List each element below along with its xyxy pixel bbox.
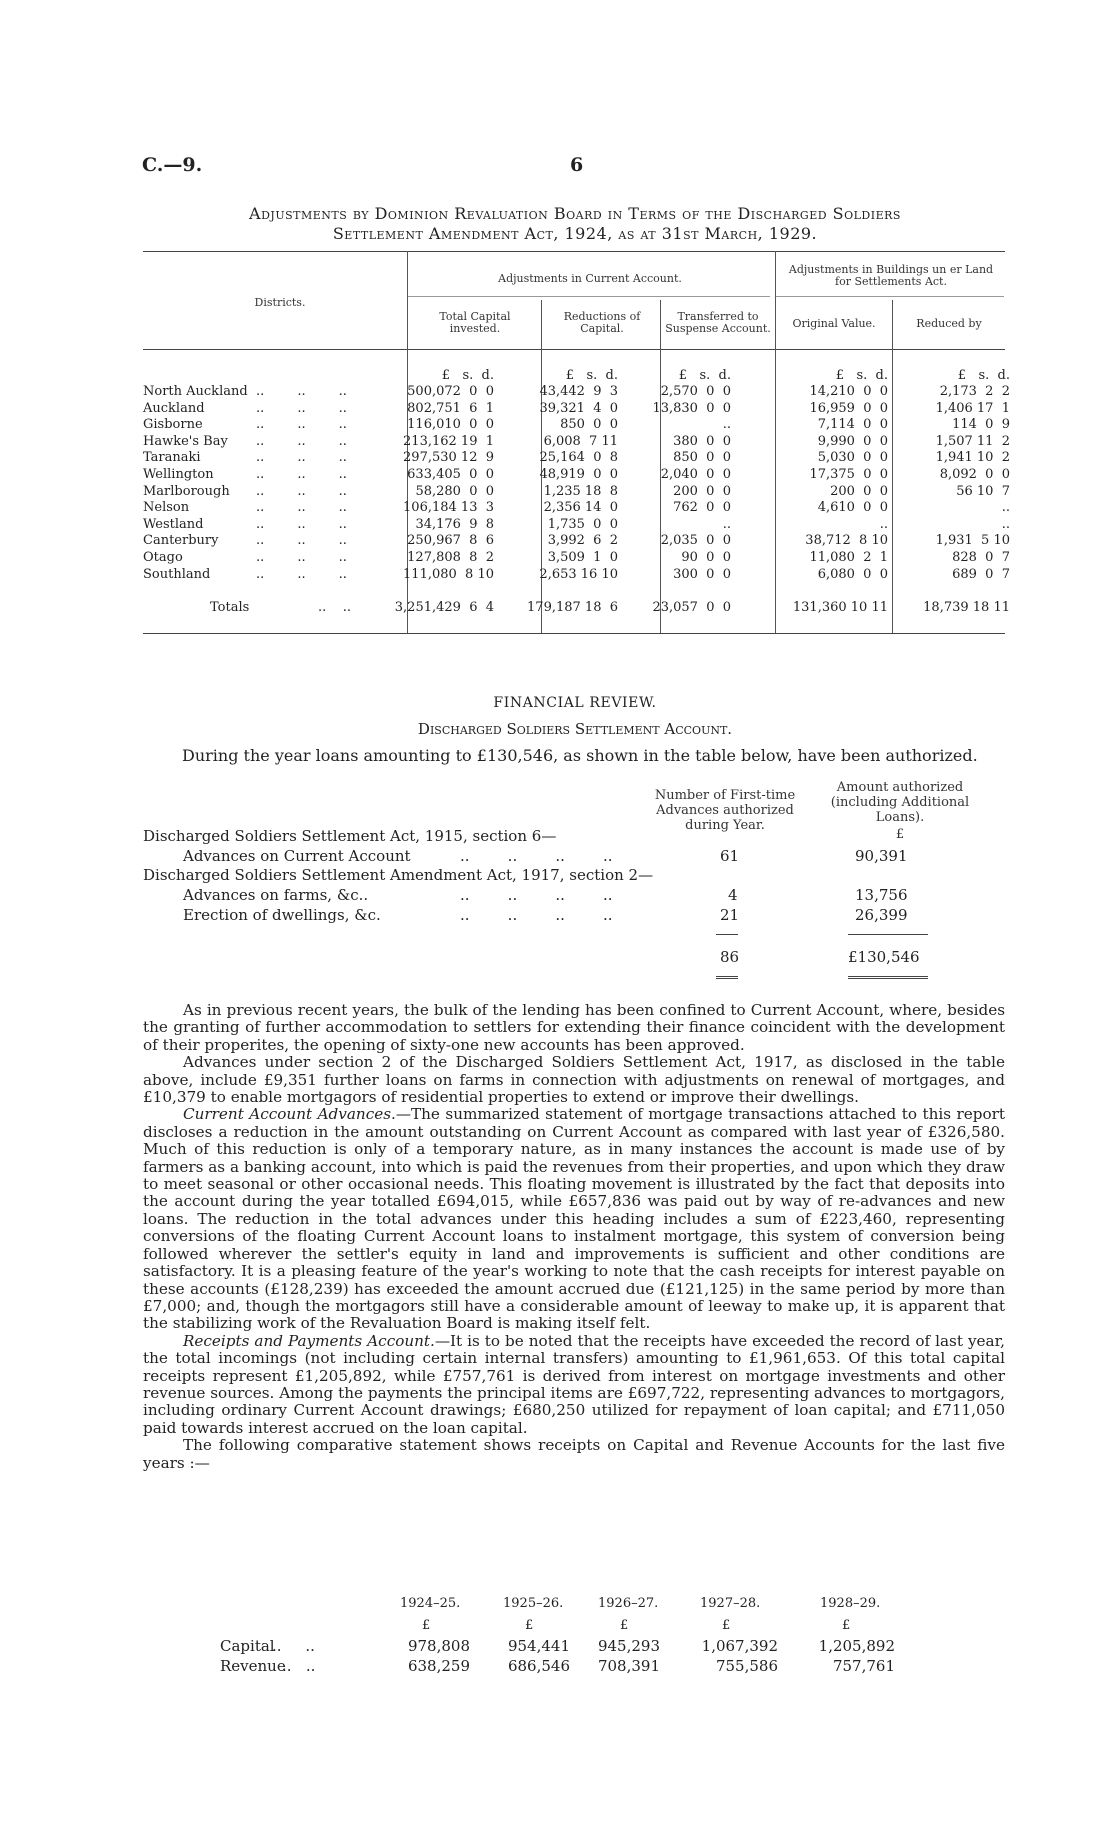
group-header-current: Adjustments in Current Account. — [498, 272, 682, 285]
leader-dots: .. .. .. .. — [460, 906, 613, 924]
comparative-value: 638,259 — [407, 1657, 470, 1675]
cell-reduced: 689 0 7 — [952, 566, 1010, 582]
leader-dots: .. .. .. — [256, 433, 347, 449]
unit-label: £ — [620, 1618, 629, 1633]
cell-reduced: 1,406 17 1 — [935, 400, 1010, 416]
cell-total: 633,405 0 0 — [407, 467, 494, 482]
year-header: 1926–27. — [598, 1596, 659, 1611]
item-current-account: Advances on Current Account — [183, 847, 411, 865]
leader-dots: .. .. .. .. — [460, 847, 613, 865]
col-header-reductions: Reductions of Capital. — [563, 310, 641, 335]
cell-reduced: 8,092 0 0 — [939, 467, 1010, 482]
col-header-number: Number of First-time Advances authorized during Year. — [654, 788, 796, 833]
leader-dots: .. .. — [318, 600, 352, 615]
item-current-account-number: 61 — [720, 847, 740, 865]
table-row — [0, 384, 1114, 400]
table-bottom-rule — [143, 633, 1005, 634]
leader-dots: .. .. .. — [256, 516, 347, 532]
table-title-line2: Settlement Amendment Act, 1924, as at 31st March, 1929. — [332, 224, 818, 243]
leader-dots: .. .. — [282, 1657, 316, 1675]
cell-transferred: 850 0 0 — [673, 450, 731, 466]
cell-original: 17,375 0 0 — [809, 467, 888, 482]
cell-original: 38,712 8 10 — [805, 533, 888, 549]
cell-transferred: .. — [722, 516, 731, 532]
subtotal-rule — [848, 934, 928, 935]
cell-reduced: 114 0 9 — [952, 417, 1010, 433]
unit-original: £ s. d. — [835, 368, 888, 383]
leader-dots: .. .. .. — [256, 400, 347, 416]
item-dwellings-number: 21 — [720, 906, 740, 924]
paragraph-current-account-title: Current Account Advances. — [183, 1105, 396, 1124]
cell-reductions: 39,321 4 0 — [539, 400, 618, 416]
cell-reductions: 2,653 16 10 — [539, 566, 618, 582]
comparative-value: 978,808 — [407, 1637, 470, 1655]
paragraph-receipts — [143, 1333, 1005, 1437]
comparative-value: 1,205,892 — [818, 1637, 895, 1655]
item-dwellings-amount: 26,399 — [855, 906, 908, 924]
unit-reductions: £ s. d. — [565, 368, 618, 383]
cell-total: 213,162 19 1 — [403, 433, 494, 449]
page-number: 6 — [570, 154, 584, 176]
leader-dots: .. .. .. — [256, 417, 347, 433]
item-farms: Advances on farms, &c.. — [183, 886, 369, 904]
totals-total: 3,251,429 6 4 — [394, 600, 494, 615]
district-name: Wellington — [143, 467, 214, 482]
totals-original: 131,360 10 11 — [792, 600, 888, 615]
cell-reductions: 2,356 14 0 — [543, 500, 618, 516]
cell-transferred: 380 0 0 — [673, 433, 731, 449]
cell-transferred: 200 0 0 — [673, 483, 731, 499]
comparative-value: 1,067,392 — [701, 1637, 778, 1655]
cell-transferred: 762 0 0 — [673, 500, 731, 516]
paragraph-section2: Advances under section 2 of the Discharged Soldiers Settlement Act, 1917, as disclosed in the table above, include £9,351 further loans on farms in connection with adjustments on renewal of mortgages, and £10,379 to enable mortgagors of residential properties to extend or improve their dwellings. — [143, 1053, 1005, 1107]
cell-original: 11,080 2 1 — [809, 550, 888, 565]
total-amount: £130,546 — [848, 948, 920, 966]
cell-total: 250,967 8 6 — [407, 533, 494, 549]
cell-total: 127,808 8 2 — [407, 550, 494, 565]
financial-intro: During the year loans amounting to £130,546, as shown in the table below, have been authorized. — [182, 746, 978, 765]
table-row — [0, 567, 1114, 583]
table-title-line1: Adjustments by Dominion Revaluation Board in Terms of the Discharged Soldiers — [249, 204, 901, 223]
total-number: 86 — [720, 948, 740, 966]
comparative-value: 945,293 — [597, 1637, 660, 1655]
col-header-original: Original Value. — [792, 317, 876, 330]
unit-reduced: £ s. d. — [957, 368, 1010, 383]
year-header: 1927–28. — [700, 1596, 761, 1611]
comparative-row-label: Capital — [220, 1637, 275, 1655]
comparative-row-label: Revenue — [220, 1657, 286, 1675]
district-name: Marlborough — [143, 483, 230, 499]
comparative-value: 686,546 — [507, 1657, 570, 1675]
unit-transferred: £ s. d. — [678, 368, 731, 383]
table-row — [0, 484, 1114, 500]
paragraph-current-account — [143, 1106, 1005, 1332]
table-top-rule — [143, 251, 1005, 252]
paragraph-receipts-title: Receipts and Payments Account. — [183, 1331, 435, 1350]
table-row — [0, 533, 1114, 549]
group-rule-current — [408, 296, 770, 297]
header-bottom-rule — [143, 349, 1005, 350]
item-farms-amount: 13,756 — [855, 886, 908, 904]
cell-reductions: 1,235 18 8 — [543, 483, 618, 499]
leader-dots: .. .. .. — [256, 483, 347, 499]
cell-total: 802,751 6 1 — [407, 400, 494, 416]
comparative-value: 954,441 — [507, 1637, 570, 1655]
district-name: Nelson — [143, 500, 190, 516]
cell-transferred: 13,830 0 0 — [652, 400, 731, 416]
cell-original: 14,210 0 0 — [809, 384, 888, 399]
district-name: North Auckland — [143, 384, 248, 399]
total-double-rule — [716, 976, 738, 979]
document-code: C.—9. — [142, 154, 203, 176]
leader-dots: .. .. .. — [256, 450, 347, 466]
leader-dots: .. .. .. .. — [460, 886, 613, 904]
unit-label: £ — [525, 1618, 534, 1633]
cell-transferred: 90 0 0 — [681, 550, 731, 565]
item-farms-number: 4 — [728, 886, 738, 904]
cell-original: .. — [879, 516, 888, 532]
table-row — [0, 434, 1114, 450]
leader-dots: .. .. .. — [256, 550, 347, 565]
body-text — [143, 1002, 1005, 1472]
cell-reduced: 56 10 7 — [956, 483, 1010, 499]
leader-dots: .. .. — [272, 1637, 315, 1655]
cell-original: 200 0 0 — [830, 483, 888, 499]
cell-original: 16,959 0 0 — [809, 400, 888, 416]
cell-reduced: 2,173 2 2 — [939, 384, 1010, 399]
totals-label: Totals — [210, 600, 250, 615]
cell-transferred: 2,035 0 0 — [660, 533, 731, 549]
cell-reduced: 1,931 5 10 — [935, 533, 1010, 549]
table-row — [0, 500, 1114, 516]
subtotal-rule — [716, 934, 738, 935]
district-name: Otago — [143, 550, 183, 565]
unit-label: £ — [422, 1618, 431, 1633]
cell-total: 106,184 13 3 — [403, 500, 494, 516]
table-row — [0, 417, 1114, 433]
cell-original: 9,990 0 0 — [817, 433, 888, 449]
leader-dots: .. .. .. — [256, 384, 347, 399]
cell-reduced: 1,507 11 2 — [935, 433, 1010, 449]
district-name: Hawke's Bay — [143, 433, 228, 449]
cell-original: 5,030 0 0 — [817, 450, 888, 466]
year-header: 1925–26. — [503, 1596, 564, 1611]
cell-transferred: 300 0 0 — [673, 566, 731, 582]
cell-total: 500,072 0 0 — [407, 384, 494, 399]
cell-transferred: 2,570 0 0 — [660, 384, 731, 399]
col-header-districts: Districts. — [254, 296, 306, 309]
col-header-amount: Amount authorized (including Additional Loans). — [830, 780, 970, 825]
district-name: Auckland — [143, 400, 205, 416]
table-row — [0, 401, 1114, 417]
cell-transferred: .. — [722, 417, 731, 433]
cell-reductions: 6,008 7 11 — [543, 433, 618, 449]
col-header-transferred: Transferred to Suspense Account. — [665, 310, 771, 335]
cell-reductions: 850 0 0 — [560, 417, 618, 433]
district-name: Southland — [143, 566, 211, 582]
cell-total: 297,530 12 9 — [403, 450, 494, 466]
district-name: Westland — [143, 516, 204, 532]
year-header: 1924–25. — [400, 1596, 461, 1611]
table-row — [0, 467, 1114, 483]
comparative-value: 757,761 — [832, 1657, 895, 1675]
comparative-value: 708,391 — [597, 1657, 660, 1675]
cell-reductions: 1,735 0 0 — [547, 516, 618, 532]
cell-total: 58,280 0 0 — [415, 483, 494, 499]
cell-reductions: 25,164 0 8 — [539, 450, 618, 466]
unit-label: £ — [842, 1618, 851, 1633]
unit-total: £ s. d. — [441, 368, 494, 383]
cell-reductions: 48,919 0 0 — [539, 467, 618, 482]
table-row — [0, 517, 1114, 533]
section-heading: FINANCIAL REVIEW. — [493, 695, 657, 711]
group-rule-buildings — [776, 296, 1004, 297]
cell-reduced: 1,941 10 2 — [935, 450, 1010, 466]
cell-reduced: 828 0 7 — [952, 550, 1010, 565]
comparative-value: 755,586 — [715, 1657, 778, 1675]
leader-dots: .. .. .. — [256, 533, 347, 549]
paragraph-comparative: The following comparative statement shows receipts on Capital and Revenue Accounts for the last five years :— — [143, 1436, 1005, 1472]
table-row — [0, 450, 1114, 466]
col-header-total-capital: Total Capital invested. — [439, 310, 511, 335]
paragraph-lending: As in previous recent years, the bulk of the lending has been confined to Current Account, where, besides the granting of further accommodation to settlers for extending their finance coincident with the development of their properites, the opening of sixty-one new accounts has been approved. — [143, 1001, 1005, 1054]
leader-dots: .. .. .. — [256, 500, 347, 516]
total-double-rule — [848, 976, 928, 979]
cell-original: 4,610 0 0 — [817, 500, 888, 516]
leader-dots: .. .. .. — [256, 566, 347, 582]
district-name: Taranaki — [143, 450, 201, 466]
cell-reductions: 3,509 1 0 — [547, 550, 618, 565]
paragraph-receipts-text: —It is to be noted that the receipts have exceeded the record of last year, the total incomings (not including certain internal transfers) amounting to £1,961,653. Of this total capital receipts represent £1,205,892, while £757,761 is derived from interest on mortgage investments and other revenue sources. Among the payments the principal items are £697,722, representing advances to mortgagors, including ordinary Current Account drawings; £680,250 utilized for repayment of loan capital; and £711,050 paid towards interest accrued on the loan capital. — [143, 1331, 1005, 1437]
totals-transferred: 23,057 0 0 — [652, 600, 731, 615]
leader-dots: .. .. .. — [256, 467, 347, 482]
cell-total: 111,080 8 10 — [403, 566, 494, 582]
col-header-amount-unit: £ — [895, 827, 905, 842]
item-dwellings: Erection of dwellings, &c. — [183, 906, 381, 924]
cell-reduced: .. — [1001, 516, 1010, 532]
unit-label: £ — [722, 1618, 731, 1633]
totals-row — [0, 600, 1114, 618]
cell-total: 34,176 9 8 — [415, 516, 494, 532]
district-name: Gisborne — [143, 417, 203, 433]
totals-reduced: 18,739 18 11 — [923, 600, 1010, 615]
cell-reduced: .. — [1001, 500, 1010, 516]
act-1915-label: Discharged Soldiers Settlement Act, 1915, section 6— — [143, 827, 557, 845]
cell-original: 7,114 0 0 — [817, 417, 888, 433]
cell-original: 6,080 0 0 — [817, 566, 888, 582]
cell-reductions: 43,442 9 3 — [539, 384, 618, 399]
col-header-reduced: Reduced by — [916, 317, 982, 330]
district-name: Canterbury — [143, 533, 219, 549]
cell-reductions: 3,992 6 2 — [547, 533, 618, 549]
section-subheading: Discharged Soldiers Settlement Account. — [417, 720, 733, 738]
paragraph-current-account-text: —The summarized statement of mortgage transactions attached to this report discloses a reduction in the amount outstanding on Current Account as compared with last year of £326,580. Much of this reduction is only of a temporary nature, as in many instances the account is made use of by farmers as a banking account, into which is paid the revenues from their properties, and upon which they draw to meet seasonal or other occasional needs. This floating movement is illustrated by the fact that deposits into the account during the year totalled £694,015, while £657,836 was paid out by way of re-advances and new loans. The reduction in the total advances under this heading includes a sum of £223,460, representing conversions of the floating Current Account loans to instalment mortgage, this system of conversion being followed wherever the settler's equity in land and improvements is sufficient and other conditions are satisfactory. It is a pleasing feature of the year's working to note that the cash receipts for interest payable on these accounts (£128,239) has exceeded the amount accrued due (£121,125) in the same period by more than £7,000; and, though the mortgagors still have a considerable amount of leeway to make up, it is apparent that the stabilizing work of the Revaluation Board is making itself felt. — [143, 1105, 1005, 1333]
act-1917-label: Discharged Soldiers Settlement Amendment Act, 1917, section 2— — [143, 866, 654, 884]
item-current-account-amount: 90,391 — [855, 847, 908, 865]
cell-total: 116,010 0 0 — [407, 417, 494, 433]
cell-transferred: 2,040 0 0 — [660, 467, 731, 482]
table-row — [0, 550, 1114, 566]
totals-reductions: 179,187 18 6 — [527, 600, 618, 615]
year-header: 1928–29. — [820, 1596, 881, 1611]
group-header-buildings: Adjustments in Buildings un er Land for Settlements Act. — [788, 263, 994, 288]
